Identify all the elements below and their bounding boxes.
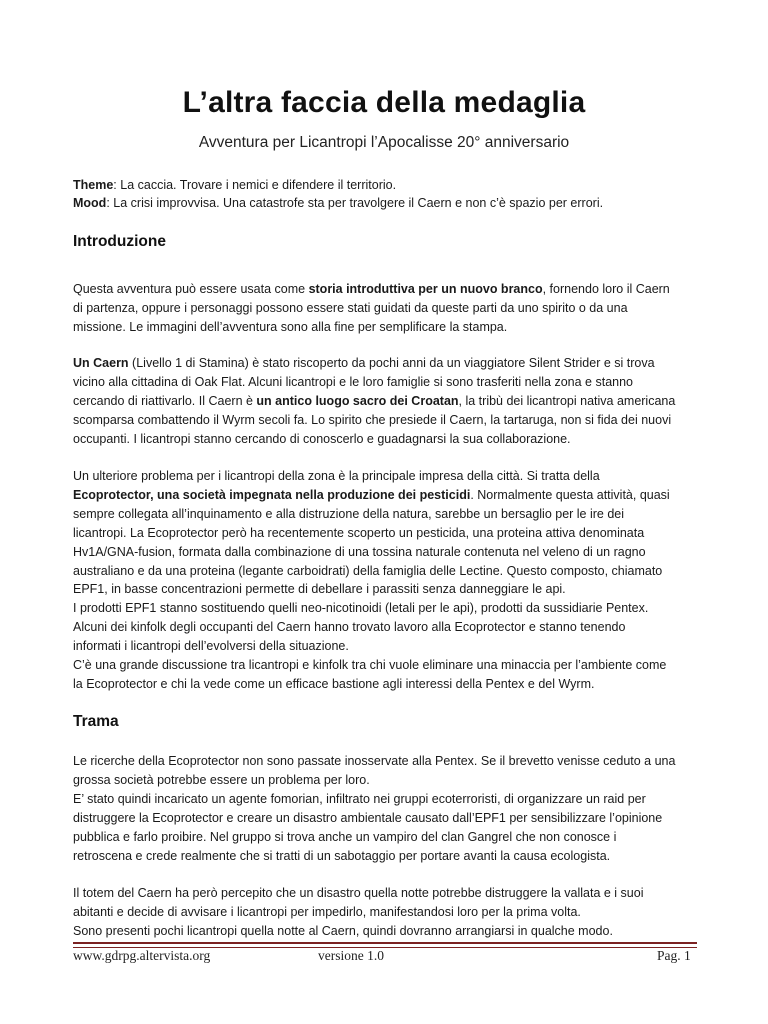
bold-run: storia introduttiva per un nuovo branco (308, 282, 543, 296)
theme-text: : La caccia. Trovare i nemici e difendere il territorio. (113, 178, 397, 192)
theme-label: Theme (73, 178, 114, 192)
text-run: (Livello 1 di Stamina) è stato riscoperto da pochi anni da un viaggiatore Silent Strider e si trova (128, 356, 655, 370)
intro-paragraph-3 (73, 467, 703, 694)
bold-run: un antico luogo sacro dei Croatan (256, 393, 459, 408)
text-line: EPF1, in basse concentrazioni permette di debellare i parassiti senza danneggiare le api. (73, 582, 566, 597)
text-line: grossa società potrebbe essere un problema per loro. (73, 772, 370, 787)
text-line (73, 392, 703, 411)
text-line (73, 280, 703, 299)
text-line: vicino alla cittadina di Oak Flat. Alcuni licantropi e le loro famiglie si sono trasferiti nella zona e stanno (73, 374, 634, 389)
text-line: retroscena e crede realmente che si tratti di un sabotaggio per portare avanti la causa ecologista. (73, 848, 611, 863)
document-subtitle: Avventura per Licantropi l’Apocalisse 20° anniversario (198, 134, 570, 151)
text-run: , fornendo loro il Caern (542, 282, 670, 296)
footer-website: www.gdrpg.altervista.org (73, 948, 211, 963)
document-title: L’altra faccia della medaglia (182, 86, 586, 119)
text-line: distruggere la Ecoprotector e creare un disastro ambientale causato dall’EPF1 per sensibilizzare l’opinione (73, 810, 663, 825)
text-line: sempre collegata all’inquinamento e alla distruzione della natura, sarebbe un bersaglio per le ire dei (73, 506, 625, 521)
text-line: E’ stato quindi incaricato un agente fomorian, infiltrato nei gruppi ecoterroristi, di organizzare un raid per (73, 791, 646, 806)
text-run: Questa avventura può essere usata come (73, 282, 309, 296)
text-run: cercando di riattivarlo. Il Caern è (73, 393, 257, 408)
trama-paragraph-2 (73, 884, 703, 941)
bold-run: Un Caern (73, 356, 129, 370)
text-line: C’è una grande discussione tra licantropi e kinfolk tra chi vuole eliminare una minaccia per l’ambiente come (73, 658, 667, 673)
footer-rule-thick (73, 942, 697, 944)
mood-label: Mood (73, 196, 107, 210)
intro-paragraph-1 (73, 280, 703, 337)
mood-line (73, 194, 703, 212)
text-line: occupanti. I licantropi stanno cercando di conoscerlo e guadagnarsi la sua collaborazione. (73, 431, 571, 446)
theme-line (73, 176, 703, 194)
text-line: Hv1A/GNA-fusion, formata dalla combinazione di una tossina naturale contenuta nel veleno di un ragno (73, 544, 646, 559)
trama-heading: Trama (73, 713, 119, 730)
mood-text: : La crisi improvvisa. Una catastrofe sta per travolgere il Caern e non c’è spazio per errori. (106, 196, 604, 210)
text-run: . Normalmente questa attività, quasi (470, 487, 670, 502)
text-line: Il totem del Caern ha però percepito che un disastro quella notte potrebbe distruggere la vallata e i suoi (73, 886, 644, 900)
intro-heading: Introduzione (73, 233, 166, 250)
text-line: abitanti e decide di avvisare i licantropi per impedirlo, manifestandosi loro per la prima volta. (73, 904, 581, 919)
text-line: missione. Le immagini dell’avventura sono alla fine per semplificare la stampa. (73, 319, 508, 334)
footer-page-number: Pag. 1 (657, 948, 691, 963)
intro-paragraph-2 (73, 354, 703, 449)
text-line (73, 354, 703, 373)
text-line: Sono presenti pochi licantropi quella notte al Caern, quindi dovranno arrangiarsi in qualche modo. (73, 923, 613, 938)
text-line: scomparsa combattendo il Wyrm secoli fa. Lo spirito che presiede il Caern, la tartaruga, non si fida dei nuovi (73, 412, 672, 427)
text-line: I prodotti EPF1 stanno sostituendo quelli neo-nicotinoidi (letali per le api), prodotti da sussidiarie Pentex. (73, 601, 649, 616)
text-line: Alcuni dei kinfolk degli occupanti del Caern hanno trovato lavoro alla Ecoprotector e stanno tenendo (73, 620, 626, 635)
text-line: pubblica e farlo proibire. Nel gruppo si trova anche un vampiro del clan Gangrel che non conosce i (73, 829, 617, 844)
text-line: Le ricerche della Ecoprotector non sono passate inosservate alla Pentex. Se il brevetto venisse ceduto a una (73, 754, 676, 768)
bold-run: Ecoprotector, una società impegnata nella produzione dei pesticidi (73, 487, 471, 502)
text-line: australiano e da una proteina (legante carboidrati) della famiglia delle Lectine. Questo composto, chiamato (73, 563, 663, 578)
footer-version: versione 1.0 (318, 948, 384, 963)
text-line (73, 486, 703, 505)
text-line: la Ecoprotector e chi la vede come un efficace bastione agli interessi della Pentex e del Wyrm. (73, 676, 595, 691)
text-line: Un ulteriore problema per i licantropi della zona è la principale impresa della città. Si tratta della (73, 469, 600, 483)
text-line: licantropi. La Ecoprotector però ha recentemente scoperto un pesticida, una proteina attiva denominata (73, 525, 645, 540)
text-line: informati i licantropi dell’evolversi della situazione. (73, 639, 349, 654)
text-line: di partenza, oppure i personaggi possono essere stati guidati da queste parti da uno spirito o da una (73, 300, 628, 315)
text-run: , la tribù dei licantropi nativa americana (458, 393, 676, 408)
trama-paragraph-1 (73, 752, 703, 865)
